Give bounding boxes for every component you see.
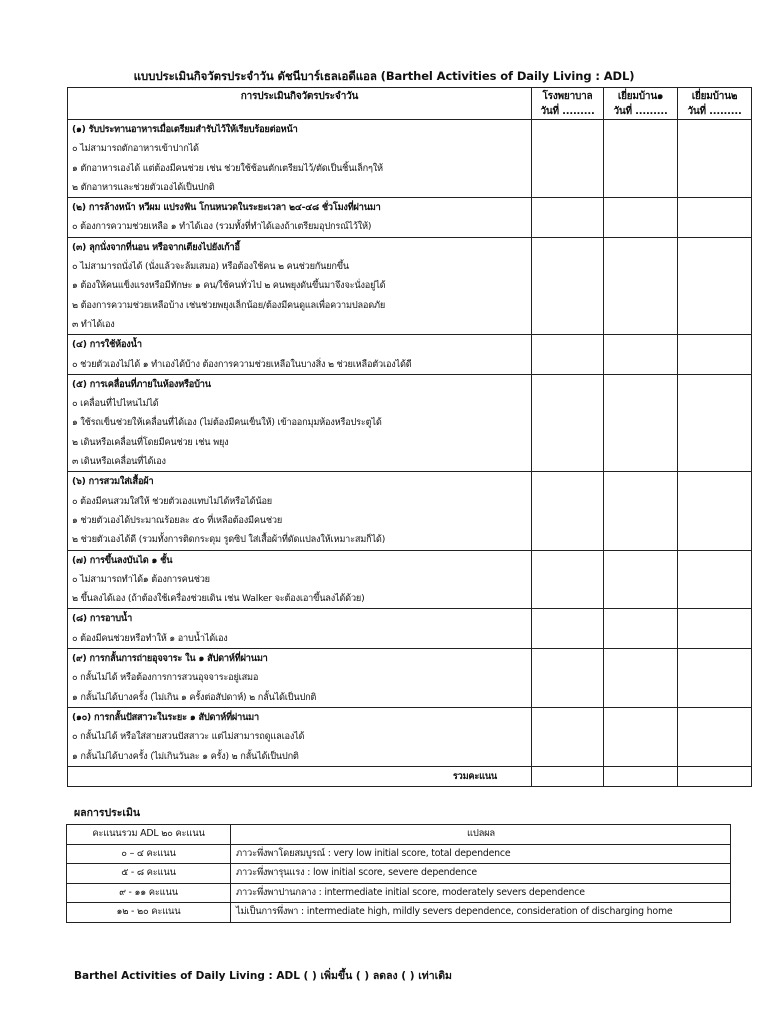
score-cell-hospital[interactable] xyxy=(532,335,604,375)
score-cell-home-visit-1[interactable] xyxy=(604,550,678,609)
score-cell-home-visit-2[interactable] xyxy=(678,609,752,649)
score-cell-home-visit-2[interactable] xyxy=(678,374,752,471)
assessment-option: ๐ กลั้นไม่ได้ หรือใส่สายสวนปัสสาวะ แต่ไม่สามารถดูแลเองได้ xyxy=(72,731,305,743)
score-cell-hospital[interactable] xyxy=(532,374,604,471)
assessment-row xyxy=(68,472,752,550)
assessment-option: ๐ เคลื่อนที่ไปไหนไม่ได้ xyxy=(72,398,159,410)
assessment-item-title: (๕) การเคลื่อนที่ภายในห้องหรือบ้าน xyxy=(72,378,211,390)
assessment-row xyxy=(68,649,752,708)
assessment-option: ๒ ต้องการความช่วยเหลือบ้าง เช่นช่วยพยุงเล็กน้อย/ต้องมีคนดูแลเพื่อความปลอดภัย xyxy=(72,299,386,311)
assessment-item-title: (๔) การใช้ห้องน้ำ xyxy=(72,339,142,351)
score-meaning: ภาวะพึ่งพาโดยสมบูรณ์ : very low initial score, total dependence xyxy=(231,844,731,864)
score-cell-home-visit-1[interactable] xyxy=(604,649,678,708)
assessment-item xyxy=(68,335,532,375)
assessment-row xyxy=(68,374,752,471)
assessment-option: ๑ ต้องให้คนแข็งแรงหรือมีทักษะ ๑ คน/ใช้คนทั่วไป ๒ คนพยุงดันขึ้นมาจึงจะนั่งอยู่ได้ xyxy=(72,280,386,292)
assessment-option: ๐ ต้องการความช่วยเหลือ ๑ ทำได้เอง (รวมทั้งที่ทำได้เองถ้าเตรียมอุปกรณ์ไว้ให้) xyxy=(72,221,372,233)
assessment-option: ๐ ไม่สามารถตักอาหารเข้าปากได้ xyxy=(72,143,199,155)
score-cell-hospital[interactable] xyxy=(532,120,604,198)
assessment-item-title: (๙) การกลั้นการถ่ายอุจจาระ ใน ๑ สัปดาห์ที่ผ่านมา xyxy=(72,653,268,665)
score-cell-home-visit-1[interactable] xyxy=(604,198,678,238)
table-header-row xyxy=(68,88,752,120)
interpretation-table xyxy=(66,824,731,923)
assessment-row xyxy=(68,237,752,334)
score-cell-home-visit-1[interactable] xyxy=(604,237,678,334)
score-range: ๙ - ๑๑ คะแนน xyxy=(67,883,231,903)
assessment-item xyxy=(68,649,532,708)
assessment-option: ๒ เดินหรือเคลื่อนที่โดยมีคนช่วย เช่น พยุง xyxy=(72,436,229,448)
score-cell-hospital[interactable] xyxy=(532,550,604,609)
adl-assessment-table xyxy=(67,87,752,787)
assessment-option: ๒ ตักอาหารและช่วยตัวเองได้เป็นปกติ xyxy=(72,181,215,193)
assessment-option: ๑ กลั้นไม่ได้บางครั้ง (ไม่เกินวันละ ๑ ครั้ง) ๒ กลั้นได้เป็นปกติ xyxy=(72,750,299,762)
assessment-row xyxy=(68,120,752,198)
adl-change-summary: Barthel Activities of Daily Living : ADL ( ) เพิ่มขึ้น ( ) ลดลง ( ) เท่าเดิม xyxy=(74,970,452,982)
assessment-item xyxy=(68,472,532,550)
score-meaning: ภาวะพึ่งพาปานกลาง : intermediate initial score, moderately severs dependence xyxy=(231,883,731,903)
score-cell-hospital[interactable] xyxy=(532,649,604,708)
assessment-option: ๑ ตักอาหารเองได้ แต่ต้องมีคนช่วย เช่น ช่วยใช้ช้อนตักเตรียมไว้/ตัดเป็นชิ้นเล็กๆให้ xyxy=(72,162,383,174)
score-cell-home-visit-2[interactable] xyxy=(678,550,752,609)
assessment-option: ๑ กลั้นไม่ได้บางครั้ง (ไม่เกิน ๑ ครั้งต่อสัปดาห์) ๒ กลั้นได้เป็นปกติ xyxy=(72,691,317,703)
assessment-item-title: (๑) รับประทานอาหารเมื่อเตรียมสำรับไว้ให้เรียบร้อยต่อหน้า xyxy=(72,124,298,135)
score-cell-hospital[interactable] xyxy=(532,198,604,238)
interpretation-row xyxy=(67,844,731,864)
header-hospital: โรงพยาบาล วันที่ ......... xyxy=(532,88,604,120)
interpretation-row xyxy=(67,883,731,903)
score-cell-hospital[interactable] xyxy=(532,237,604,334)
assessment-item-title: (๘) การอาบน้ำ xyxy=(72,613,133,625)
score-cell-home-visit-2[interactable] xyxy=(678,335,752,375)
assessment-option: ๑ ช่วยตัวเองได้ประมาณร้อยละ ๕๐ ที่เหลือต้องมีคนช่วย xyxy=(72,514,283,526)
assessment-item xyxy=(68,120,532,198)
score-meaning: ภาวะพึ่งพารุนแรง : low initial score, severe dependence xyxy=(231,864,731,884)
interpretation-row xyxy=(67,864,731,884)
score-meaning: ไม่เป็นการพึ่งพา : intermediate high, mildly severs dependence, consideration of discharging home xyxy=(231,903,731,923)
assessment-item-title: (๖) การสวมใส่เสื้อผ้า xyxy=(72,476,154,488)
assessment-row xyxy=(68,609,752,649)
form-title: แบบประเมินกิจวัตรประจำวัน ดัชนีบาร์เธลเอดีแอล (Barthel Activities of Daily Living : ADL) xyxy=(133,69,635,83)
score-cell-home-visit-1[interactable] xyxy=(604,609,678,649)
score-cell-home-visit-2[interactable] xyxy=(678,707,752,766)
header-home-visit-1: เยี่ยมบ้าน๑ วันที่ ......... xyxy=(604,88,678,120)
score-cell-home-visit-2[interactable] xyxy=(678,237,752,334)
assessment-option: ๐ ช่วยตัวเองไม่ได้ ๑ ทำเองได้บ้าง ต้องการความช่วยเหลือในบางสิ่ง ๒ ช่วยเหลือตัวเองได้ดี xyxy=(72,358,412,370)
score-range: ๐ – ๔ คะแนน xyxy=(67,844,231,864)
assessment-item xyxy=(68,609,532,649)
total-label: รวมคะแนน xyxy=(68,766,532,786)
assessment-item xyxy=(68,374,532,471)
assessment-option: ๓ เดินหรือเคลื่อนที่ได้เอง xyxy=(72,456,166,468)
total-row xyxy=(68,766,752,786)
header-home-visit-2: เยี่ยมบ้าน๒ วันที่ ......... xyxy=(678,88,752,120)
score-range: ๕ - ๘ คะแนน xyxy=(67,864,231,884)
interpretation-header-row xyxy=(67,825,731,845)
score-cell-home-visit-2[interactable] xyxy=(678,198,752,238)
score-range: ๑๒ - ๒๐ คะแนน xyxy=(67,903,231,923)
total-cell-home-visit-2[interactable] xyxy=(678,766,752,786)
assessment-option: ๐ กลั้นไม่ได้ หรือต้องการการสวนอุจจาระอยู่เสมอ xyxy=(72,672,259,684)
assessment-item xyxy=(68,550,532,609)
score-cell-home-visit-2[interactable] xyxy=(678,120,752,198)
assessment-item xyxy=(68,198,532,238)
assessment-option: ๒ ช่วยตัวเองได้ดี (รวมทั้งการติดกระดุม รูดซิป ใส่เสื้อผ้าที่ดัดแปลงให้เหมาะสมก็ได้) xyxy=(72,534,386,546)
total-cell-home-visit-1[interactable] xyxy=(604,766,678,786)
assessment-option: ๓ ทำได้เอง xyxy=(72,318,115,330)
total-cell-hospital[interactable] xyxy=(532,766,604,786)
assessment-option: ๒ ขึ้นลงได้เอง (ถ้าต้องใช้เครื่องช่วยเดิน เช่น Walker จะต้องเอาขึ้นลงได้ด้วย) xyxy=(72,593,365,605)
interpretation-row xyxy=(67,903,731,923)
results-label: ผลการประเมิน xyxy=(74,807,141,819)
assessment-option: ๐ ไม่สามารถนั่งได้ (นั่งแล้วจะล้มเสมอ) หรือต้องใช้คน ๒ คนช่วยกันยกขึ้น xyxy=(72,261,349,273)
score-cell-home-visit-1[interactable] xyxy=(604,335,678,375)
score-cell-home-visit-2[interactable] xyxy=(678,472,752,550)
assessment-option: ๐ ไม่สามารถทำได้๑ ต้องการคนช่วย xyxy=(72,573,210,585)
score-cell-hospital[interactable] xyxy=(532,707,604,766)
score-cell-home-visit-2[interactable] xyxy=(678,649,752,708)
meaning-header: แปลผล xyxy=(231,825,731,845)
assessment-item xyxy=(68,707,532,766)
assessment-option: ๑ ใช้รถเข็นช่วยให้เคลื่อนที่ได้เอง (ไม่ต้องมีคนเข็นให้) เข้าออกมุมห้องหรือประตูได้ xyxy=(72,417,382,429)
header-assessment: การประเมินกิจวัตรประจำวัน xyxy=(68,88,532,120)
score-cell-home-visit-1[interactable] xyxy=(604,374,678,471)
assessment-item-title: (๑๐) การกลั้นปัสสาวะในระยะ ๑ สัปดาห์ที่ผ่านมา xyxy=(72,711,259,723)
assessment-option: ๐ ต้องมีคนช่วยหรือทำให้ ๑ อาบน้ำได้เอง xyxy=(72,632,228,644)
assessment-item-title: (๗) การขึ้นลงบันได ๑ ชั้น xyxy=(72,554,173,566)
score-cell-home-visit-1[interactable] xyxy=(604,120,678,198)
assessment-item-title: (๓) ลุกนั่งจากที่นอน หรือจากเตียงไปยังเก้าอี้ xyxy=(72,241,240,253)
score-cell-hospital[interactable] xyxy=(532,609,604,649)
assessment-row xyxy=(68,198,752,238)
assessment-row xyxy=(68,707,752,766)
assessment-row xyxy=(68,550,752,609)
assessment-row xyxy=(68,335,752,375)
score-cell-home-visit-1[interactable] xyxy=(604,472,678,550)
assessment-item xyxy=(68,237,532,334)
assessment-option: ๐ ต้องมีคนสวมใส่ให้ ช่วยตัวเองแทบไม่ได้หรือได้น้อย xyxy=(72,495,272,507)
score-header: คะแนนรวม ADL ๒๐ คะแนน xyxy=(67,825,231,845)
score-cell-home-visit-1[interactable] xyxy=(604,707,678,766)
score-cell-hospital[interactable] xyxy=(532,472,604,550)
assessment-item-title: (๒) การล้างหน้า หวีผม แปรงฟัน โกนหนวดในระยะเวลา ๒๔-๔๘ ชั่วโมงที่ผ่านมา xyxy=(72,202,381,214)
